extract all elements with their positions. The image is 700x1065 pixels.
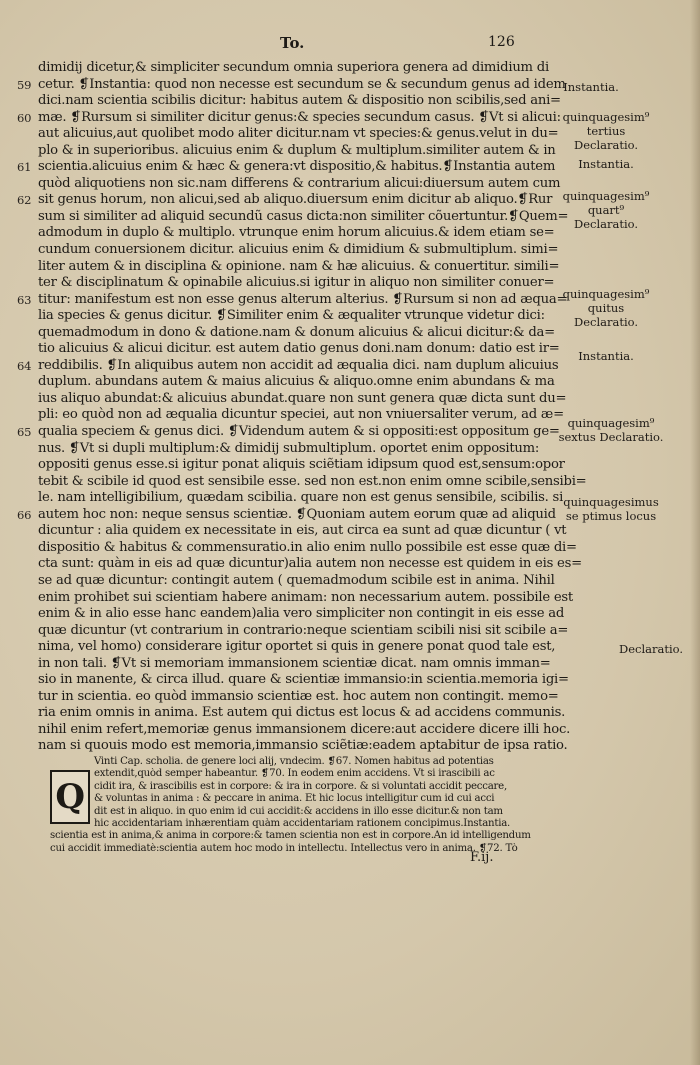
line-text: titur: manifestum est non esse genus alterum alterius. ❡Rursum si non ad æqua=: [38, 291, 568, 307]
line-text: nihil enim refert,memoriæ genus immansionem dicere:aut accidere dicere illi hoc.: [38, 721, 571, 737]
margin-note: Declaratio.: [618, 642, 684, 656]
line-text: ter & disciplinatum & opinabile alicuius.si igitur in aliquo non similiter conuer=: [38, 275, 555, 291]
running-title: To.: [280, 34, 305, 52]
scholia-line: hic accidentariam inhærentiam quàm accidentariam rationem concipimus.Instantia.: [94, 817, 511, 829]
text-line: [36, 688, 559, 706]
margin-note: quinquagesimus se ptimus locus: [563, 495, 659, 523]
page-edge-shadow: [690, 0, 700, 1065]
line-text: qualia speciem & genus dici. ❡Videndum autem & si oppositi:est oppositum ge=: [38, 424, 560, 440]
line-text: nima, vel homo) considerare igitur oportet si quis in genere ponat quod tale est,: [38, 639, 556, 655]
line-text: lia species & genus dicitur. ❡Similiter enim & æqualiter vtrunque videtur dici:: [38, 308, 545, 324]
line-number: 66: [17, 507, 32, 522]
text-line: [17, 159, 556, 176]
text-line: [36, 721, 571, 739]
margin-note: quinquagesim⁹ quitus Declaratio.: [562, 287, 650, 329]
line-text: reddibilis. ❡In aliquibus autem non accidit ad æqualia dici. nam duplum alicuius: [38, 357, 559, 373]
line-text: quemadmodum in dono & datione.nam & donum alicuius & alicui dicitur:& da=: [38, 324, 555, 340]
line-text: nam si quouis modo est memoria,immansio sciẽtiæ:eadem aptabitur de ipsa ratio.: [38, 738, 568, 754]
text-line: [36, 341, 560, 358]
line-text: cta sunt: quàm in eis ad quæ dicuntur)alia autem non necesse est quidem in eis es=: [38, 556, 582, 572]
line-number: 64: [17, 358, 32, 373]
line-text: le. nam intelligibilium, quædam scibilia. quare non est genus sensibile, scibilis. si: [38, 490, 564, 506]
line-text: autem hoc non: neque sensus scientiæ. ❡Quoniam autem eorum quæ ad aliquid: [38, 506, 556, 522]
text-line: [36, 539, 577, 557]
text-line: [36, 705, 566, 722]
text-line: [36, 407, 564, 424]
line-text: tio alicuius & alicui dicitur. est autem datio genus doni.nam donum: datio est ir=: [38, 341, 560, 357]
line-text: cetur. ❡Instantia: quod non necesse est secundum se & secundum genus ad idem: [38, 76, 566, 92]
margin-note: quinquagesim⁹ quart⁹ Declaratio.: [562, 189, 650, 231]
text-line: [36, 225, 555, 242]
text-line: [36, 324, 555, 342]
line-text: ius aliquo abundat:& alicuius abundat.quare non sunt genera quæ dicta sunt du=: [38, 390, 567, 406]
signature-mark: F.ij.: [470, 850, 494, 865]
margin-note: quinquagesim⁹ tertius Declaratio.: [562, 110, 650, 152]
line-text: pli: eo quòd non ad æqualia dicuntur speciei, aut non vniuersaliter verum, ad æ=: [38, 407, 564, 423]
scholia-line: dit est in aliquo. in quo enim id cui accidit:& accidens in illo esse dicitur.& non tam: [94, 805, 503, 817]
line-text: ria enim omnis in anima. Est autem qui dictus est locus & ad accidens communis.: [38, 705, 566, 721]
line-text: quòd aliquotiens non sic.nam differens & contrarium alicui:diuersum autem cum: [38, 175, 561, 191]
line-text: oppositi genus esse.si igitur ponat aliquis sciẽtiam idipsum quod est,sensum:opor: [38, 457, 565, 473]
margin-note: quinquagesim⁹ sextus Declaratio.: [558, 416, 664, 444]
text-line: [17, 357, 559, 375]
line-text: duplum. abundans autem & maius alicuius & aliquo.omne enim abundans & ma: [38, 374, 555, 390]
text-line: [36, 208, 569, 226]
line-text: liter autem & in disciplina & opinione. nam & hæ alicuius. & conuertitur. simili=: [38, 258, 560, 274]
text-line: [36, 523, 567, 540]
line-text: scientia.alicuius enim & hæc & genera:vt dispositio,& habitus.❡Instantia autem: [38, 159, 556, 175]
line-text: sit genus horum, non alicui,sed ab aliquo.diuersum enim dicitur ab aliquo.❡Rur: [38, 192, 553, 208]
line-text: tur in scientia. eo quòd immansio scientiæ est. hoc autem non contingit. memo=: [38, 688, 559, 704]
text-line: [36, 390, 567, 408]
scholia-line: scientia est in anima,& anima in corpore:& tamen scientia non est in corpore.An id intelligendum: [50, 830, 531, 842]
line-text: enim prohibet sui scientiam habere animam: non necessarium autem. possibile est: [38, 589, 573, 605]
text-line: [36, 490, 564, 507]
line-number: 60: [17, 110, 32, 125]
scholia-block: [50, 756, 550, 855]
line-text: aut alicuius,aut quolibet modo aliter dicitur.nam vt species:& genus.velut in du=: [38, 126, 559, 142]
text-line: [36, 738, 568, 755]
line-text: dispositio & habitus & commensuratio.in alio enim nullo possibile est esse quæ di=: [38, 539, 577, 555]
text-line: [36, 655, 551, 673]
text-line: [36, 572, 555, 590]
line-text: quæ dicuntur (vt contrarium in contrario:neque scientiam scibili nisi sit scibile a=: [38, 622, 569, 638]
margin-note: Instantia.: [578, 157, 634, 171]
line-text: dici.nam scientia scibilis dicitur: habitus autem & dispositio non scibilis,sed ani=: [38, 93, 561, 109]
text-line: [36, 672, 569, 689]
line-text: sum si similiter ad aliquid secundũ casus dicta:non similiter cõuertuntur.❡Quem=: [38, 208, 569, 224]
text-line: [36, 556, 582, 573]
text-line: [36, 441, 546, 458]
line-number: 63: [17, 292, 32, 307]
text-line: [36, 308, 546, 325]
margin-notes: [556, 0, 696, 800]
line-text: cundum conuersionem dicitur. alicuius enim & dimidium & submultiplum. simi=: [38, 242, 559, 258]
text-line: [36, 639, 556, 656]
line-number: 59: [17, 77, 32, 92]
line-number: 61: [17, 160, 32, 175]
line-text: dicuntur : alia quidem ex necessitate in eis, aut circa ea sunt ad quæ dicuntur ( vt: [38, 523, 567, 539]
text-line: [36, 242, 559, 259]
text-line: [36, 374, 555, 391]
text-line: [17, 291, 568, 309]
text-line: [36, 473, 587, 491]
scholia-line: extendit,quòd semper habeantur. ❡70. In eodem enim accidens. Vt si irascibili ac: [94, 768, 495, 780]
folio-number: 126: [488, 34, 515, 50]
decorated-initial: Q: [50, 770, 90, 824]
scholia-lines: [50, 756, 550, 855]
line-text: sio in manente, & circa illud. quare & scientiæ immansio:in scientia.memoria igi=: [38, 672, 569, 688]
line-number: 65: [17, 425, 32, 440]
text-line: [17, 506, 556, 524]
text-line: [36, 142, 556, 160]
text-line: [36, 275, 555, 292]
text-line: [17, 424, 560, 441]
text-line: [36, 93, 561, 110]
line-text: plo & in superioribus. alicuius enim & duplum & multiplum.similiter autem & in: [38, 142, 556, 158]
text-line: [36, 175, 561, 193]
text-line: [36, 589, 573, 607]
line-number: 62: [17, 193, 32, 208]
scholia-line: Vinti Cap. scholia. de genere loci alij, vndecim. ❡67. Nomen habitus ad potentias: [94, 756, 494, 767]
line-text: enim & in alio esse hanc eandem)alia vero simpliciter non contingit in eis esse ad: [38, 606, 565, 622]
text-line: [36, 622, 569, 640]
text-line: [36, 457, 565, 474]
scholia-line: cui accidit immediatè:scientia autem hoc modo in intellectu. Intellectus vero in anima. ❡72. Tò: [50, 842, 518, 854]
margin-note: Instantia.: [578, 349, 634, 363]
scholia-line: cidit ira, & irascibilis est in corpore: & ira in corpore. & si voluntati accidit peccare,: [94, 780, 507, 792]
text-line: [17, 109, 561, 127]
text-line: [36, 126, 559, 143]
margin-note: Instantia.: [563, 80, 619, 94]
line-text: in non tali. ❡Vt si memoriam immansionem scientiæ dicat. nam omnis imman=: [38, 655, 551, 671]
line-text: dimidij dicetur,& simpliciter secundum omnia superiora genera ad dimidium di: [38, 60, 549, 75]
line-text: tebit & scibile id quod est sensibile esse. sed non est.non enim omne scibile,sensibi=: [38, 473, 587, 489]
text-line: [17, 76, 566, 94]
line-text: se ad quæ dicuntur: contingit autem ( quemadmodum scibile est in anima. Nihil: [38, 572, 555, 588]
line-text: nus. ❡Vt si dupli multiplum:& dimidij submultiplum. oportet enim oppositum:: [38, 440, 540, 456]
line-text: mæ. ❡Rursum si similiter dicitur genus:& species secundum casus. ❡Vt si alicui:: [38, 109, 561, 125]
text-line: [36, 60, 549, 77]
main-text-column: [17, 60, 587, 755]
scholia-line: & voluntas in anima : & peccare in anima. Et hic locus intelligitur cum id cui acci: [94, 793, 495, 805]
text-line: [36, 606, 565, 623]
text-line: [17, 192, 553, 209]
text-line: [36, 258, 560, 276]
line-text: admodum in duplo & multiplo. vtrunque enim horum alicuius.& idem etiam se=: [38, 225, 555, 241]
